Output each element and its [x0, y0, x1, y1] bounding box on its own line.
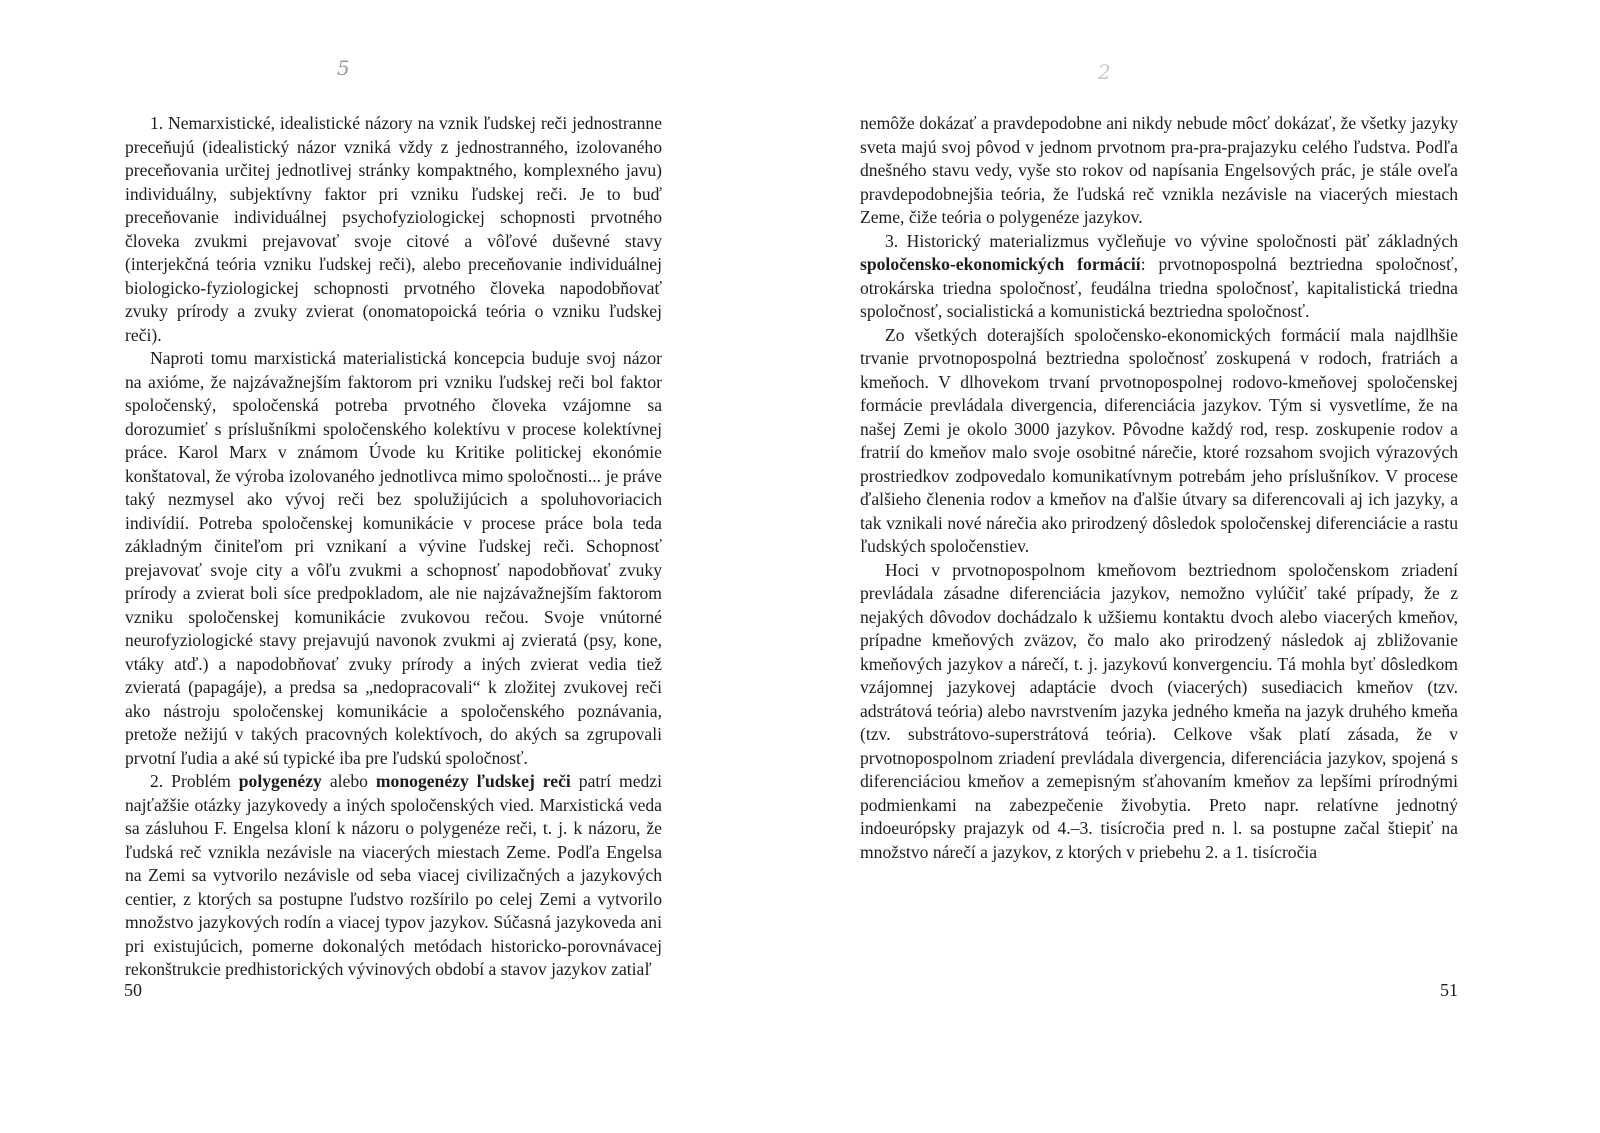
paragraph-1: nemôže dokázať a pravdepodobne ani nikdy nebude môcť dokázať, že všetky jazyky sveta majú svoj pôvod v jednom prvotnom pra-pra-prajazyku celého ľudstva. Podľa dnešného stavu vedy, vyše sto rokov od napísania Engelsových prác, je stále oveľa pravdepodobnejšia teória, že ľudská reč vznikla nezávisle na viacerých miestach Zeme, čiže teória o polygenéze jazykov. [860, 113, 1458, 227]
right-page-text [860, 112, 1458, 864]
term-formacie: spoločensko-ekonomických formácií [860, 254, 1141, 274]
paragraph-2: Naproti tomu marxistická materialistická koncepcia buduje svoj názor na axióme, že najzávažnejším faktorom pri vzniku ľudskej reči bol faktor spoločenský, spoločenská potreba prvotného človeka vzájomne sa dorozumieť s príslušníkmi spoločenského kolektívu v procese kolektívnej práce. Karol Marx v známom Úvode ku Kritike politickej ekonómie konštatoval, že výroba izolovaného jednotlivca mimo spoločnosti... je práve taký nezmysel ako vývoj reči bez spolužijúcich a spoluhovoriacich indivídií. Potreba spoločenskej komunikácie v procese práce bola teda základným činiteľom pri vznikaní a vývine ľudskej reči. Schopnosť prejavovať svoje city a vôľu zvukmi a schopnosť napodobňovať zvuky prírody a zvierat boli síce predpokladom, ale nie najzávažnejším faktorom vzniku spoločenskej komunikácie zvukovou rečou. Svoje vnútorné neurofyziologické stavy prejavujú navonok zvukmi aj zvieratá (psy, kone, vtáky atď.) a napodobňovať zvuky prírody a iných zvierat vedia tiež zvieratá (papagáje), a predsa sa „nedopracovali“ k zložitej zvukovej reči ako nástroju spoločenskej komunikácie a spoločenského poznávania, pretože nežijú v takých pracovných kolektívoch, do akých sa zgrupovali prvotní ľudia a aké sú typické iba pre ľudskú spoločnosť. [125, 348, 662, 768]
term-monogeneza: monogenézy ľudskej reči [375, 771, 571, 791]
paragraph-1: 1. Nemarxistické, idealistické názory na vznik ľudskej reči jednostranne preceňujú (idealistický názor vzniká vždy z jednostranného, izolovaného preceňovania určitej jednotlivej stránky kompaktného, komplexného javu) individuálny, subjektívny faktor pri vzniku ľudskej reči. Je to buď preceňovanie individuálnej psychofyziologickej schopnosti prvotného človeka zvukmi prejavovať svoje citové a vôľové duševné stavy (interjekčná teória vzniku ľudskej reči), alebo preceňovanie individuálnej biologicko-fyziologickej schopnosti prvotného človeka napodobňovať zvuky prírody a zvuky zvierat (onomatopoická teória o vzniku ľudskej reči). [125, 113, 662, 345]
paragraph-2-rest: : prvotnopospolná beztriedna spoločnosť, otrokárska triedna spoločnosť, feudálna triedna spoločnosť, kapitalistická triedna spoločnosť, socialistická a komunistická beztriedna spoločnosť. [860, 254, 1458, 321]
paragraph-3-mid: alebo [321, 771, 376, 791]
page-stamp: 5 [337, 56, 350, 80]
term-polygeneza: polygenézy [238, 771, 322, 791]
paragraph-4: Hoci v prvotnopospolnom kmeňovom beztriednom spoločenskom zriadení prevládala zásadne diferenciácia jazykov, nemožno vylúčiť také prípady, že z nejakých dôvodov dochádzalo k užšiemu kontaktu dvoch alebo viacerých kmeňov, prípadne kmeňových zväzov, čo malo ako prirodzený následok aj zbližovanie kmeňových jazykov a nárečí, t. j. jazykovú konvergenciu. Tá mohla byť dôsledkom vzájomnej jazykovej adaptácie dvoch (viacerých) susediacich kmeňov (tzv. adstrátová teória) alebo navrstvením jazyka jedného kmeňa na jazyk druhého kmeňa (tzv. substrátovo-superstrátová teória). Celkove však platí zásada, že v prvotnopospolnom zriadení prevládala divergencia, diferenciácia jazykov, spojená s diferenciáciou kmeňov a zemepisným sťahovaním kmeňov za lepšími prírodnými podmienkami na zabezpečenie živobytia. Preto napr. relatívne jednotný indoeurópsky prajazyk od 4.–3. tisícročia pred n. l. sa postupne začal štiepiť na množstvo nárečí a jazykov, z ktorých v priebehu 2. a 1. tisícročia [860, 559, 1458, 862]
paragraph-3: Zo všetkých doterajších spoločensko-ekonomických formácií mala najdlhšie trvanie prvotnopospolná beztriedna spoločnosť zoskupená v rodoch, fratriách a kmeňoch. V dlhovekom trvaní prvotnopospolnej rodovo-kmeňovej spoločenskej formácie prevládala divergencia, diferenciácia jazykov. Tým si vysvetlíme, že na našej Zemi je okolo 3000 jazykov. Pôvodne každý rod, resp. zoskupenie rodov a fratrií do kmeňov malo svoje osobitné nárečie, ktoré rozsahom svojich výrazových prostriedkov zodpovedalo komunikatívnym potrebám jeho príslušníkov. V procese ďalšieho členenia rodov a kmeňov na ďalšie útvary sa diferencovali aj ich jazyky, a tak vznikali nové nárečia ako prirodzený dôsledok spoločenskej diferenciácie a rastu ľudských spoločenstiev. [860, 324, 1458, 556]
paragraph-2 [860, 230, 1458, 324]
right-page [800, 0, 1600, 1133]
paragraph-3 [125, 770, 662, 982]
paragraph-3-intro: 2. Problém [150, 771, 239, 791]
page-number: 50 [124, 980, 142, 1000]
paragraph-2-intro: 3. Historický materializmus vyčleňuje vo vývine spoločnosti päť základných [885, 230, 1458, 251]
page-stamp: 2 [1098, 60, 1111, 84]
left-page-text [125, 112, 662, 982]
paragraph-3-rest: patrí medzi najťažšie otázky jazykovedy a iných spoločenských vied. Marxistická veda sa zásluhou F. Engelsa kloní k názoru o polygenéze reči, t. j. k názoru, že ľudská reč vznikla nezávisle na viacerých miestach Zeme. Podľa Engelsa na Zemi sa vytvorilo nezávisle od seba viacej civilizačných a jazykových centier, z ktorých sa postupne ľudstvo rozšírilo po celej Zemi a vytvorilo množstvo jazykových rodín a viacej typov jazykov. Súčasná jazykoveda ani pri existujúcich, pomerne dokonalých metódach historicko-porovnávacej rekonštrukcie predhistorických vývinových období a stavov jazykov zatiaľ [125, 771, 662, 979]
page-number: 51 [1440, 980, 1458, 1000]
